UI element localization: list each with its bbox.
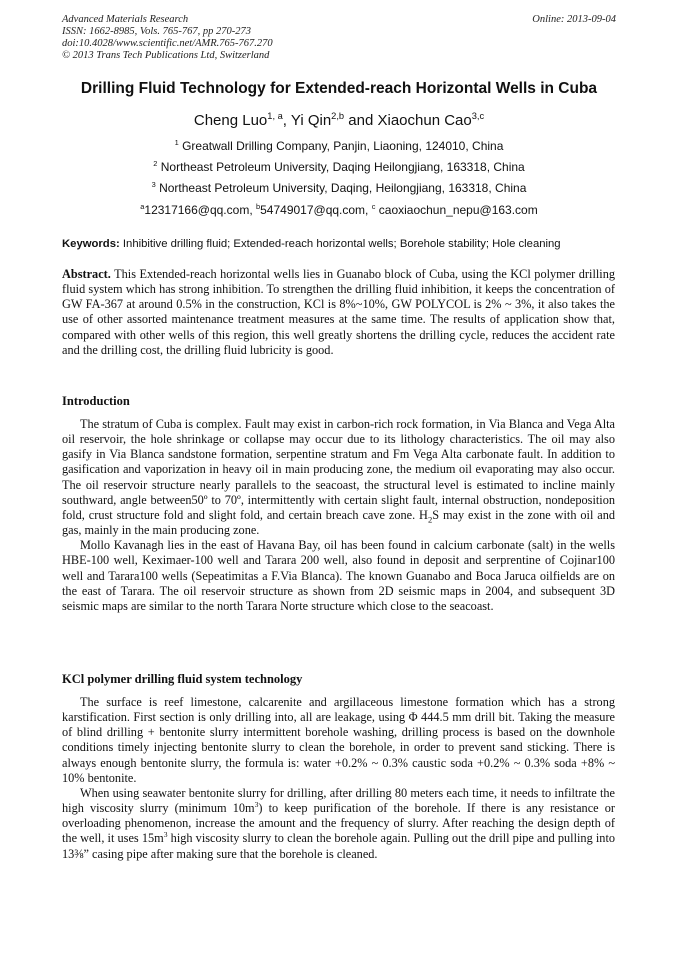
affiliation-text: Northeast Petroleum University, Daqing Heilongjiang, 163318, China	[157, 160, 525, 174]
paper-title: Drilling Fluid Technology for Extended-reach Horizontal Wells in Cuba	[80, 80, 598, 97]
affiliation	[40, 160, 638, 174]
affiliation	[40, 139, 638, 153]
paragraph: The surface is reef limestone, calcarenite and argillaceous limestone formation which has a strong karstification. First section is only drilling into, all are leakage, using Φ 444.5 mm drill bit. Taking the measure of blind drilling + bentonite slurry intermittent borehole washing, drilling process is based on the downhole conditions timely injecting bentonite slurry to clean the borehole, in order to prevent sand sticking. There is always enough bentonite slurry, the formula is: water +0.2% ~ 0.3% caustic soda +0.2% ~ 0.3% soda +8% ~ 10% bentonite.	[62, 695, 615, 785]
kcl-body	[62, 695, 615, 862]
paragraph-text: The stratum of Cuba is complex. Fault may exist in carbon-rich rock formation, in Via Blanca and Vega Alta oil reservoir, the hole shrinkage or collapse may occur due to its lithology characteristics. The oil may also gasify in Via Blanca sandstone formation, serpentine stratum and Fm Vega Alta carbonate fault. In addition to gasification and vaporization in heavy oil in main producing zone, the medium oil evaporating may also occur. The oil reservoir structure nearly parallels to the seacoast, the structural level is estimated to incline mainly southward, angle between50º to 70º, intermittently with certain slight fault, internal obstruction, nondeposition fold, crust structure fold and slight fold, and certain breach cave zone. H	[62, 417, 615, 522]
affiliation-marker: 3	[151, 180, 156, 189]
email-text: caoxiaochun_nepu@163.com	[375, 203, 538, 217]
paragraph	[62, 786, 615, 862]
journal-header	[62, 14, 616, 62]
paragraph	[62, 417, 615, 538]
abstract-text: This Extended-reach horizontal wells lies in Guanabo block of Cuba, using the KCl polymer drilling fluid system which has strong inhibition. To strengthen the drilling fluid inhibition, it keeps the concentration of GW FA-367 at around 0.5% in the construction, KCl is 8%~10%, GW POLYCOL is 2% ~ 3%, it also takes the use of other assorted maintenance treatment measures at the same time. The results of application show that, compared with other wells of this region, this well greatly shortens the drilling cycle, reduces the accident rate and the drilling cost, the drilling fluid lubricity is good.	[62, 267, 615, 357]
author-name: Cheng Luo	[193, 112, 268, 129]
keywords-text: Inhibitive drilling fluid; Extended-reach horizontal wells; Borehole stability; Hole cleaning	[119, 238, 561, 250]
author-marker: 3,c	[471, 111, 485, 121]
online-date: Online: 2013-09-04	[532, 14, 616, 25]
journal-name: Advanced Materials Research	[62, 14, 189, 25]
section-heading-introduction: Introduction	[62, 394, 130, 408]
superscript: 3	[254, 800, 259, 809]
paragraph-text: high viscosity slurry to clean the borehole again. Pulling out the drill pipe and pulling into 13⅜” casing pipe after making sure that the borehole is cleaned.	[62, 831, 616, 861]
paragraph-text: ) to keep purification of the borehole. If there is any resistance or overloading phenomenon, increase the amount and the frequency of slurry. After reaching the design depth of the well, it uses 15m	[62, 801, 615, 846]
doi-line: doi:10.4028/www.scientific.net/AMR.765-767.270	[62, 38, 273, 49]
author-list	[40, 112, 638, 129]
email-text: 54749017@qq.com,	[260, 203, 372, 217]
affiliation	[40, 181, 638, 195]
author-separator: ,	[282, 112, 291, 129]
email-text: 12317166@qq.com,	[144, 203, 256, 217]
author-marker: 2,b	[331, 111, 345, 121]
author-emails	[40, 203, 638, 217]
affiliation-marker: 1	[174, 138, 179, 147]
paragraph-text: When using seawater bentonite slurry for drilling, after drilling 80 meters each time, it needs to infiltrate the high viscosity slurry (minimum 10m	[62, 785, 615, 816]
email-marker: a	[140, 202, 145, 211]
affiliation-text: Greatwall Drilling Company, Panjin, Liaoning, 124010, China	[178, 139, 504, 153]
affiliation-marker: 2	[153, 159, 158, 168]
paragraph: Mollo Kavanagh lies in the east of Havana Bay, oil has been found in calcium carbonate (salt) in the wells HBE-100 well, Keximaer-100 well and Tarara 200 well, also found in deposit and serprentine of Cojinar100 well and Tarara100 wells (Sepeatimitas a F.Via Blanca). The known Guanabo and Boca Jaruca oilfields are on the east of Tarara. The oil reservoir structure as shown from 2D seismic maps in 2004, and subsequent 3D seismic maps are similar to the north Tarara Norte structure which close to the seacoast.	[62, 538, 615, 613]
superscript: 3	[163, 830, 168, 840]
email-marker: c	[371, 202, 376, 211]
author-marker: 1, a	[267, 111, 283, 121]
abstract	[62, 267, 615, 358]
abstract-label: Abstract.	[62, 267, 111, 281]
issn-line: ISSN: 1662-8985, Vols. 765-767, pp 270-273	[62, 26, 251, 37]
section-heading-kcl: KCl polymer drilling fluid system technology	[62, 672, 303, 686]
email-marker: b	[255, 202, 261, 211]
keywords	[62, 238, 616, 250]
keywords-label: Keywords:	[62, 238, 120, 250]
affiliation-text: Northeast Petroleum University, Daqing, Heilongjiang, 163318, China	[155, 181, 527, 195]
author-name: Yi Qin	[290, 112, 332, 129]
copyright-line: © 2013 Trans Tech Publications Ltd, Switzerland	[62, 50, 270, 61]
introduction-body	[62, 417, 615, 614]
paragraph-text: S may exist in the zone with oil and gas, mainly in the main producing zone.	[62, 507, 616, 538]
author-name: Xiaochun Cao	[377, 112, 472, 129]
subscript: 2	[427, 514, 433, 525]
author-separator: and	[344, 112, 378, 129]
